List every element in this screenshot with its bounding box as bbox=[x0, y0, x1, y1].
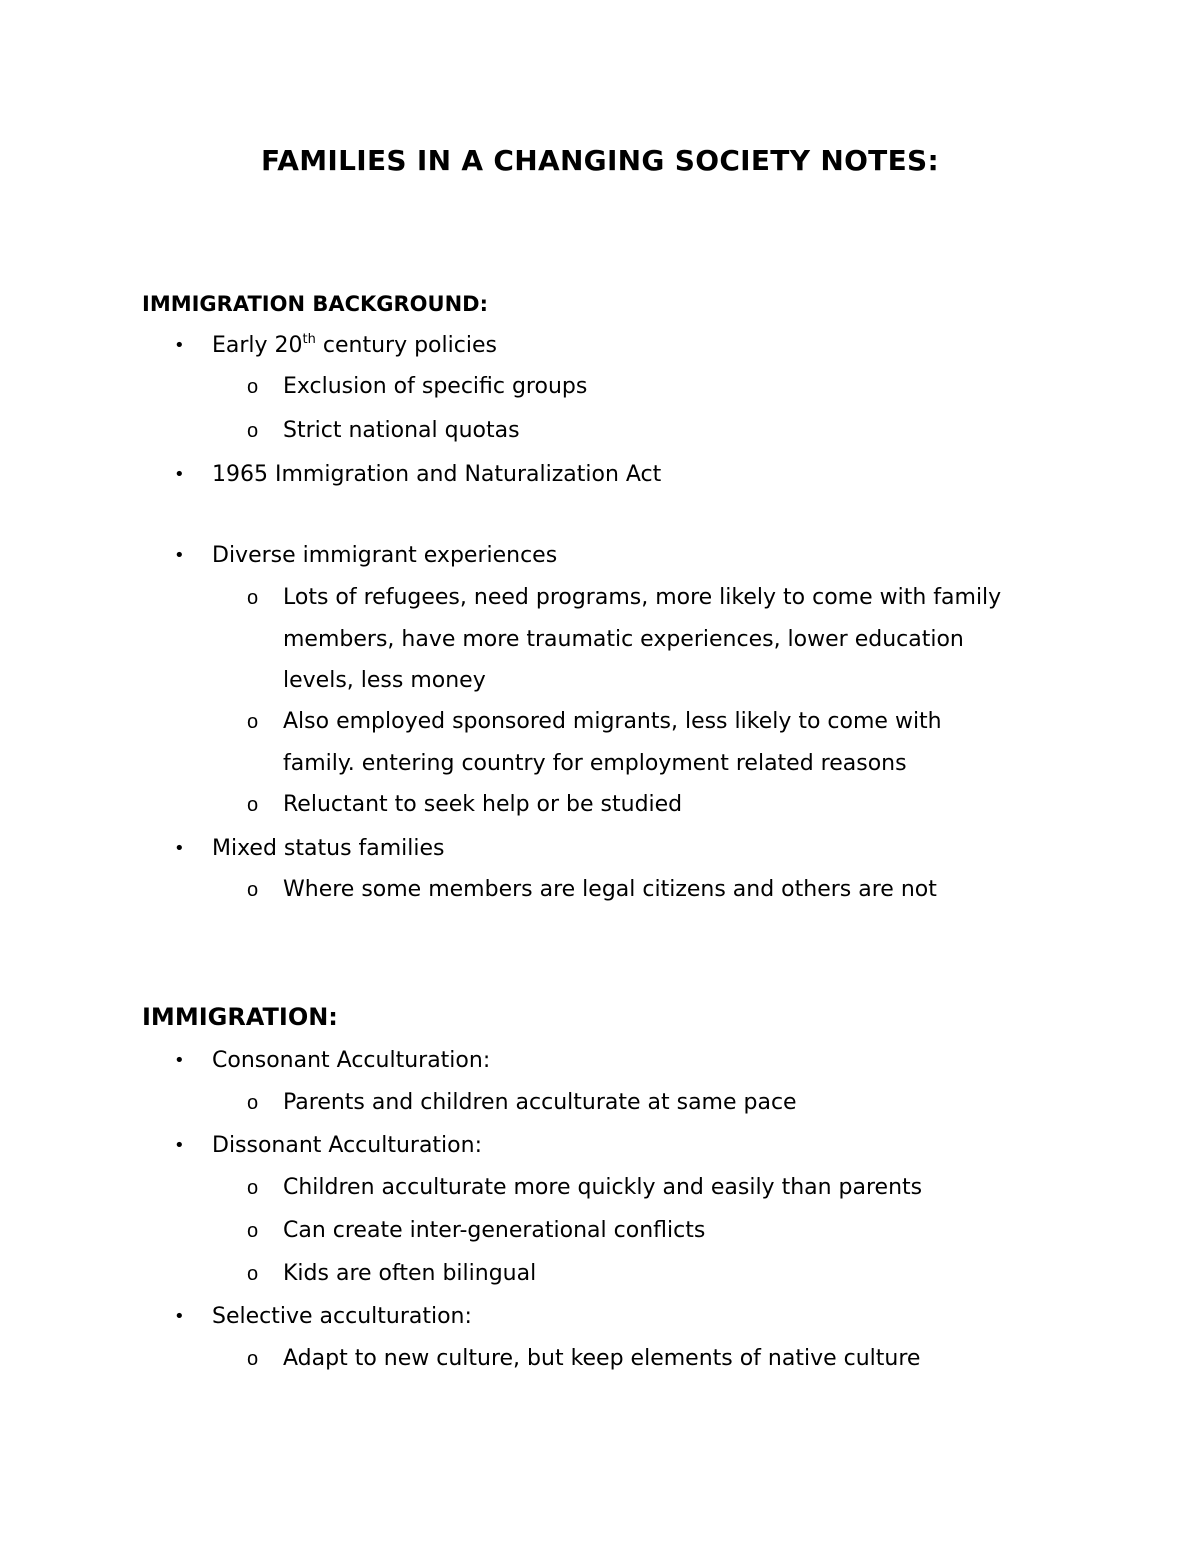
sub-list-item: Where some members are legal citizens and others are not bbox=[283, 877, 937, 902]
sub-list-item-continuation: members, have more traumatic experiences, lower education bbox=[283, 627, 964, 652]
list-item: Mixed status families bbox=[212, 836, 445, 861]
sub-bullet-icon: o bbox=[247, 376, 259, 398]
sub-list-item: Strict national quotas bbox=[283, 418, 520, 443]
bullet-icon: • bbox=[174, 838, 185, 859]
sub-bullet-icon: o bbox=[247, 1348, 259, 1370]
sub-list-item: Also employed sponsored migrants, less likely to come with bbox=[283, 709, 942, 734]
list-item: Early 20th century policies bbox=[212, 332, 497, 358]
list-item: Diverse immigrant experiences bbox=[212, 543, 558, 568]
sub-bullet-icon: o bbox=[247, 420, 259, 442]
bullet-icon: • bbox=[174, 1135, 185, 1156]
sub-bullet-icon: o bbox=[247, 587, 259, 609]
sub-bullet-icon: o bbox=[247, 1263, 259, 1285]
sub-list-item: Children acculturate more quickly and easily than parents bbox=[283, 1175, 923, 1200]
list-item: Selective acculturation: bbox=[212, 1304, 472, 1329]
sub-list-item: Kids are often bilingual bbox=[283, 1261, 537, 1286]
sub-list-item-continuation: family. entering country for employment related reasons bbox=[283, 751, 907, 776]
bullet-icon: • bbox=[174, 1050, 185, 1071]
bullet-icon: • bbox=[174, 1306, 185, 1327]
sub-bullet-icon: o bbox=[247, 879, 259, 901]
bullet-icon: • bbox=[174, 545, 185, 566]
sub-list-item: Reluctant to seek help or be studied bbox=[283, 792, 683, 817]
sub-bullet-icon: o bbox=[247, 1177, 259, 1199]
sub-bullet-icon: o bbox=[247, 1220, 259, 1242]
sub-list-item: Parents and children acculturate at same pace bbox=[283, 1090, 797, 1115]
list-item: 1965 Immigration and Naturalization Act bbox=[212, 462, 662, 487]
section-heading-immigration: IMMIGRATION: bbox=[142, 1003, 338, 1031]
sub-bullet-icon: o bbox=[247, 794, 259, 816]
bullet-icon: • bbox=[174, 335, 185, 356]
sub-list-item: Lots of refugees, need programs, more likely to come with family bbox=[283, 585, 1002, 610]
list-item: Consonant Acculturation: bbox=[212, 1048, 491, 1073]
sub-bullet-icon: o bbox=[247, 1092, 259, 1114]
sub-list-item-continuation: levels, less money bbox=[283, 668, 486, 693]
section-heading-immigration-background: IMMIGRATION BACKGROUND: bbox=[142, 292, 488, 316]
page-title: FAMILIES IN A CHANGING SOCIETY NOTES: bbox=[261, 144, 939, 177]
list-item: Dissonant Acculturation: bbox=[212, 1133, 482, 1158]
sub-bullet-icon: o bbox=[247, 711, 259, 733]
sub-list-item: Exclusion of specific groups bbox=[283, 374, 588, 399]
sub-list-item: Adapt to new culture, but keep elements of native culture bbox=[283, 1346, 921, 1371]
sub-list-item: Can create inter-generational conflicts bbox=[283, 1218, 706, 1243]
bullet-icon: • bbox=[174, 464, 185, 485]
